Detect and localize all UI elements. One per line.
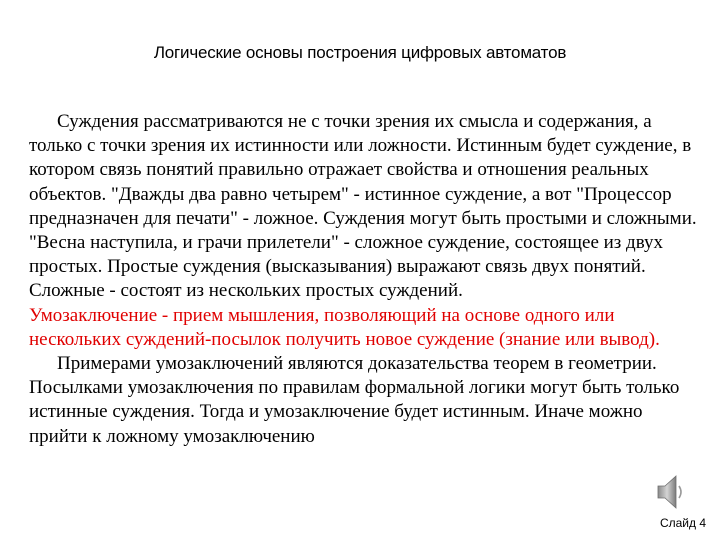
paragraph-inference-examples: Примерами умозаключений являются доказательства теорем в геометрии. Посылками умозаключения по правилам формальной логики могут быть только истинные суждения. Тогда и умозаключение будет истинным. Иначе можно прийти к ложному умозаключению [29,353,680,447]
slide-title: Логические основы построения цифровых автоматов [153,43,567,62]
paragraph-judgments: Суждения рассматриваются не с точки зрения их смысла и содержания, а только с точки зрения их истинности или ложности. Истинным будет суждение, в котором связь понятий правильно отражает свойства и отношения реальных объектов. "Дважды два равно четырем" - истинное суждение, а вот "Процессор предназначен для печати" - ложное. Суждения могут быть простыми и сложными. "Весна наступила, и грачи прилетели" - сложное суждение, состоящее из двух простых. Простые суждения (высказывания) выражают связь двух понятий. Сложные - состоят из нескольких простых суждений. [29,111,697,302]
slide-body [29,110,699,449]
speaker-icon[interactable] [656,472,686,512]
slide-number: Слайд 4 [659,516,706,530]
paragraph-inference-definition: Умозаключение - прием мышления, позволяющий на основе одного или нескольких суждений-посылок получить новое суждение (знание или вывод). [29,304,660,350]
